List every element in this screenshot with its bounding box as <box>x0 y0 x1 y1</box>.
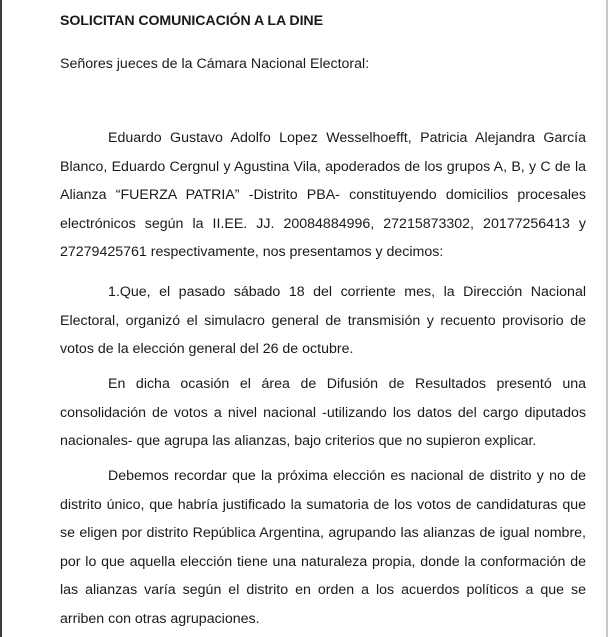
paragraph-2: 1.Que, el pasado sábado 18 del corriente mes, la Dirección Nacional Electoral, organizó el simulacro general de transmisión y recuento provisorio de votos de la elección general del 26 de octubre. <box>60 284 586 357</box>
salutation: Señores jueces de la Cámara Nacional Electoral: <box>60 56 370 72</box>
page-edge <box>606 0 608 637</box>
document-title: SOLICITAN COMUNICACIÓN A LA DINE <box>60 13 323 29</box>
paragraph-3: En dicha ocasión el área de Difusión de Resultados presentó una consolidación de votos a nivel nacional -utilizando los datos del cargo diputados nacionales- que agrupa las alianzas, bajo criterios que no supieron explicar. <box>60 376 586 449</box>
paragraph-1: Eduardo Gustavo Adolfo Lopez Wesselhoefft, Patricia Alejandra García Blanco, Eduardo Cergnul y Agustina Vila, apoderados de los grupos A, B, y C de la Alianza “FUERZA PATRIA” -Distrito PBA- constituyendo domicilios procesales electrónicos según la II.EE. JJ. 20084884996, 27215873302, 20177256413 y 27279425761 respectivamente, nos presentamos y decimos: <box>60 130 586 260</box>
paragraph-4: Debemos recordar que la próxima elección es nacional de distrito y no de distrito único, que habría justificado la sumatoria de los votos de candidaturas que se eligen por distrito República Argentina, agrupando las alianzas de igual nombre, por lo que aquella elección tiene una naturaleza propia, donde la conformación de las alianzas varía según el distrito en orden a los acuerdos políticos a que se arriben con otras agrupaciones. <box>60 468 586 627</box>
